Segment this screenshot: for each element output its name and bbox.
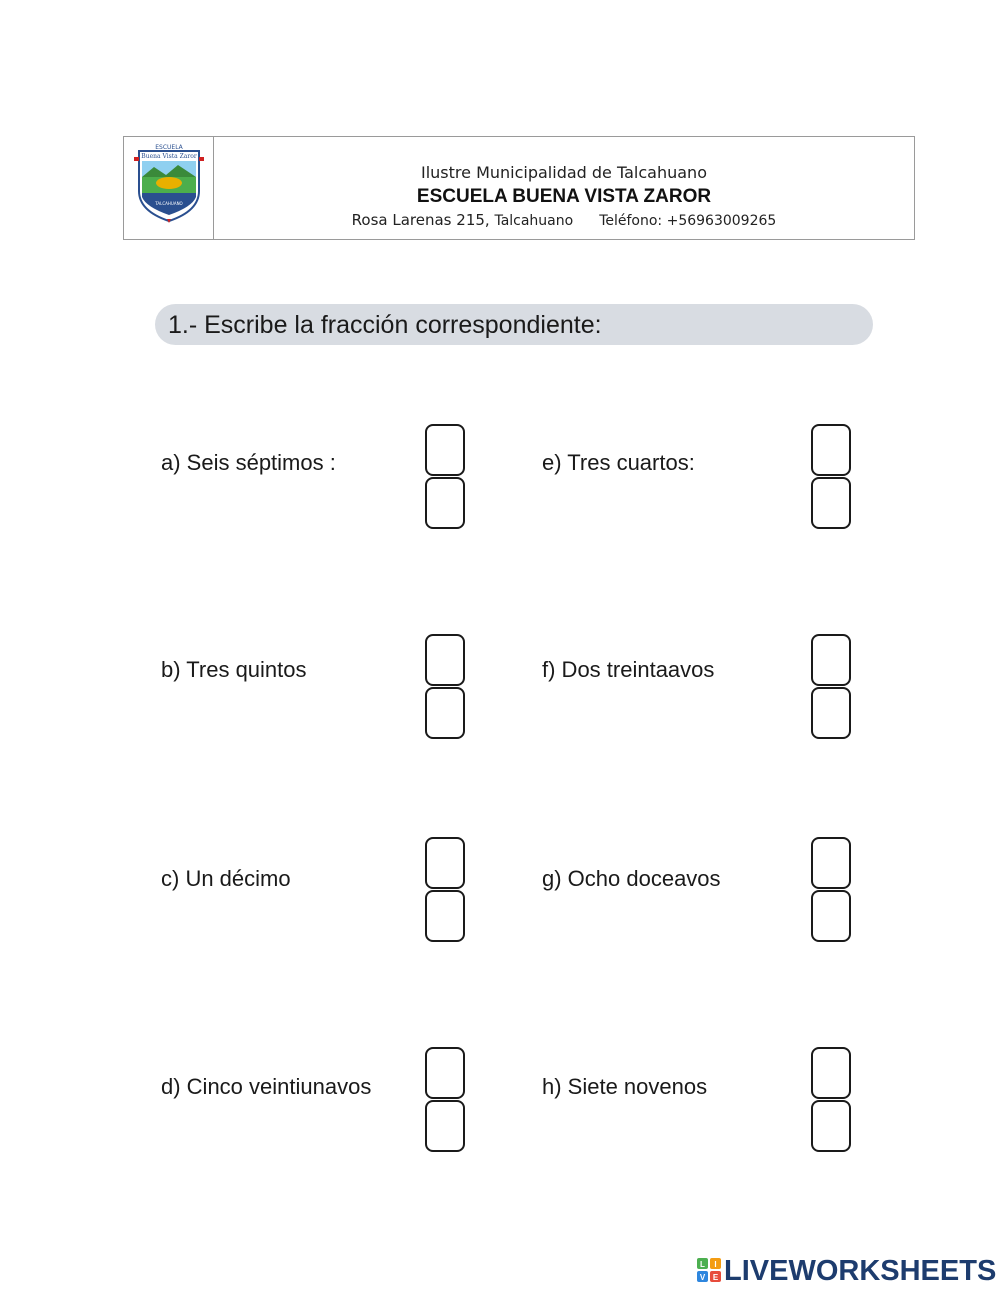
item-a-label: a) Seis séptimos : — [161, 450, 336, 475]
logo-name-text: Buena Vista Zaror — [141, 153, 197, 160]
icon-letter-v: V — [699, 1273, 706, 1282]
numerator-input[interactable] — [811, 424, 851, 476]
fraction-a — [425, 424, 465, 530]
fraction-h — [811, 1047, 851, 1153]
denominator-input[interactable] — [811, 477, 851, 529]
city: Talcahuano — [494, 213, 574, 229]
fraction-e — [811, 424, 851, 530]
denominator-input[interactable] — [811, 890, 851, 942]
phone: Teléfono: +56963009265 — [599, 213, 777, 229]
fraction-d — [425, 1047, 465, 1153]
numerator-input[interactable] — [811, 1047, 851, 1099]
fraction-c — [425, 837, 465, 943]
school-name: ESCUELA BUENA VISTA ZAROR — [416, 186, 712, 207]
header-text — [214, 137, 914, 239]
numerator-input[interactable] — [425, 837, 465, 889]
fraction-g — [811, 837, 851, 943]
fraction-f — [811, 634, 851, 740]
denominator-input[interactable] — [811, 1100, 851, 1152]
liveworksheets-brand: LIVEWORKSHEETS — [724, 1255, 997, 1287]
instruction-banner — [155, 304, 873, 345]
numerator-input[interactable] — [425, 1047, 465, 1099]
item-f-label: f) Dos treintaavos — [542, 657, 715, 682]
item-d-label: d) Cinco veintiunavos — [161, 1074, 372, 1099]
numerator-input[interactable] — [425, 424, 465, 476]
icon-letter-i: I — [714, 1260, 717, 1269]
school-logo-icon — [134, 141, 204, 223]
logo-top-text: ESCUELA — [155, 144, 183, 151]
school-header — [123, 136, 915, 240]
municipality-name: Ilustre Municipalidad de Talcahuano — [421, 163, 707, 182]
icon-letter-e: E — [712, 1273, 719, 1282]
item-g-label: g) Ocho doceavos — [542, 866, 721, 891]
logo-bottom-text: TALCAHUANO — [155, 201, 183, 206]
contact-line — [214, 211, 914, 229]
liveworksheets-icon — [697, 1258, 721, 1282]
instruction-text: 1.- Escribe la fracción correspondiente: — [168, 311, 602, 339]
numerator-input[interactable] — [811, 837, 851, 889]
icon-letter-l: L — [700, 1260, 705, 1269]
numerator-input[interactable] — [811, 634, 851, 686]
denominator-input[interactable] — [425, 687, 465, 739]
address: Rosa Larenas 215, — [351, 211, 490, 229]
item-b-label: b) Tres quintos — [161, 657, 307, 682]
denominator-input[interactable] — [425, 890, 465, 942]
item-h-label: h) Siete novenos — [542, 1074, 708, 1099]
numerator-input[interactable] — [425, 634, 465, 686]
logo-cell — [124, 137, 214, 239]
fraction-b — [425, 634, 465, 740]
denominator-input[interactable] — [425, 1100, 465, 1152]
denominator-input[interactable] — [425, 477, 465, 529]
item-e-label: e) Tres cuartos: — [542, 450, 695, 475]
item-c-label: c) Un décimo — [161, 866, 291, 891]
denominator-input[interactable] — [811, 687, 851, 739]
